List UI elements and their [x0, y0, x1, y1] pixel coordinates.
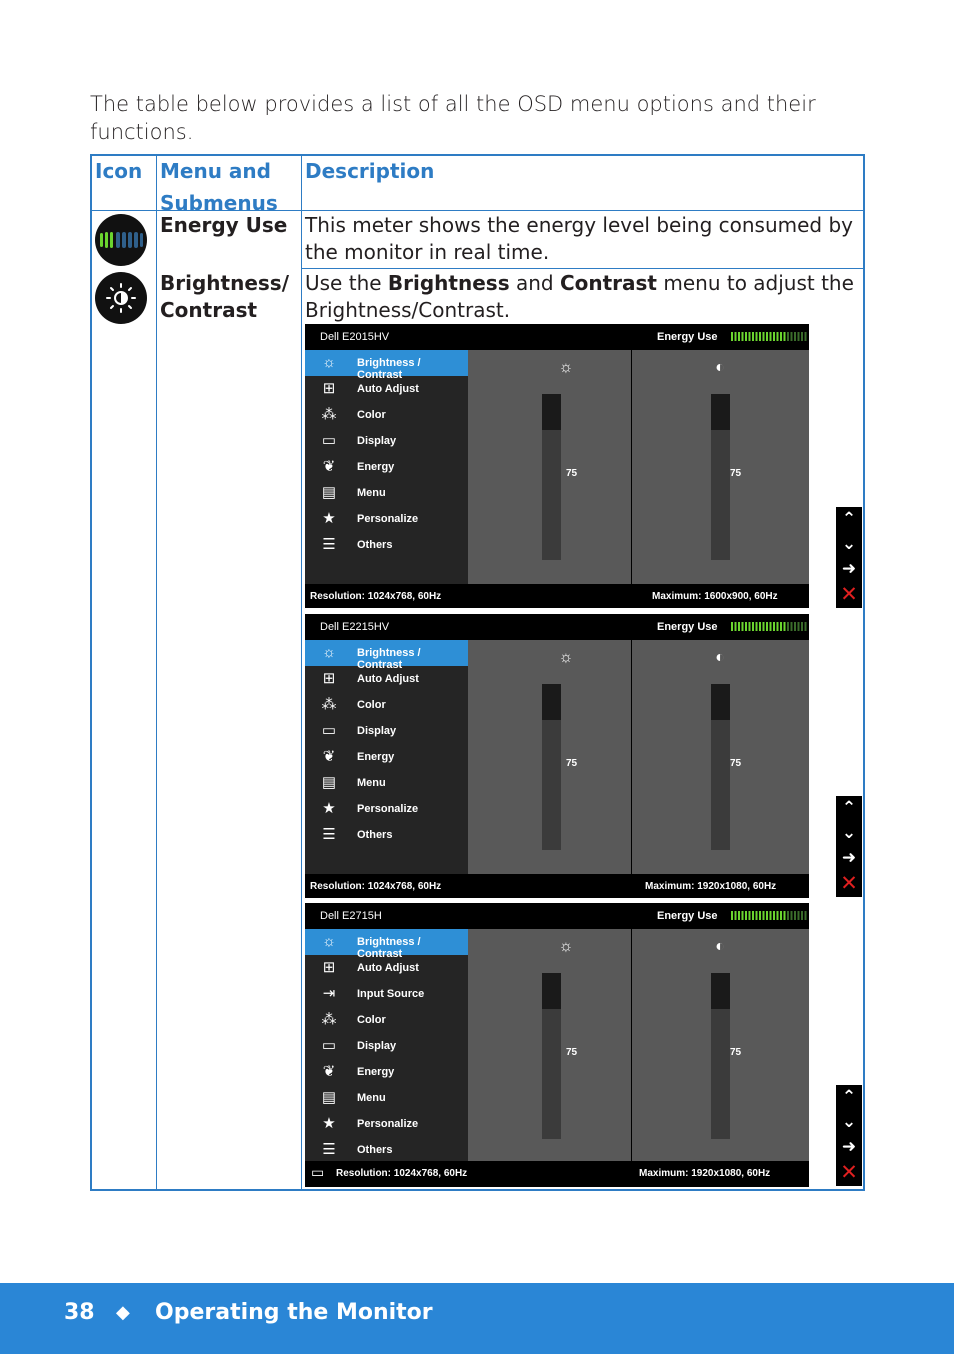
osd-status-bar [305, 584, 809, 608]
osd-energy-use-label: Energy Use [657, 621, 718, 633]
energy-meter-bar [731, 622, 807, 631]
osd-menu-item-label: Others [357, 539, 393, 551]
resolution-text: Resolution: 1024x768, 60Hz [336, 1168, 468, 1179]
energy-use-description: This meter shows the energy level being consumed by the monitor in real time. [305, 213, 854, 264]
osd-window [305, 324, 809, 608]
osd-menu-item[interactable] [305, 532, 468, 558]
osd-menu-item[interactable] [305, 402, 468, 428]
personalize-icon: ★ [322, 800, 336, 817]
brightness-value: 75 [566, 1047, 578, 1058]
close-icon[interactable]: ✕ [840, 582, 858, 606]
contrast-slider[interactable] [711, 394, 730, 560]
resolution-text: Resolution: 1024x768, 60Hz [310, 591, 442, 602]
contrast-panel [632, 350, 809, 608]
right-arrow-icon[interactable]: ➜ [841, 1137, 857, 1157]
osd-menu-item[interactable] [305, 929, 468, 960]
osd-menu-item-label: Display [357, 1040, 397, 1052]
brightness-icon: ☼ [322, 354, 336, 371]
osd-menu-item[interactable] [305, 1111, 468, 1137]
brightness-panel [468, 640, 631, 874]
brightness-icon: ☼ [558, 938, 574, 955]
display-icon: ▭ [321, 1037, 337, 1054]
osd-menu-item-label: Personalize [357, 513, 419, 525]
down-arrow-icon[interactable]: ⌄ [841, 534, 857, 554]
osd-menu-item[interactable] [305, 428, 468, 454]
osd-menu-item[interactable] [305, 666, 468, 692]
osd-menu-item-label: Display [357, 435, 397, 447]
contrast-icon: ◐ [715, 649, 725, 666]
osd-menu-item-label: Menu [357, 487, 386, 499]
osd-menu-item-label: Menu [357, 777, 386, 789]
color-icon: ⁂ [321, 1011, 337, 1028]
desc-text: menu to adjust the Brightness/Contrast. [305, 271, 854, 322]
diamond-icon: ◆ [116, 1302, 130, 1323]
osd-menu-list [305, 929, 468, 1163]
energy-use-title: Energy Use [160, 213, 288, 237]
maximum-resolution-text: Maximum: 1920x1080, 60Hz [639, 1168, 771, 1179]
osd-menu-item[interactable] [305, 1137, 468, 1163]
energy-meter-icon [95, 214, 147, 266]
brightness-icon: ☼ [558, 359, 574, 376]
desc-text: Use the [305, 271, 388, 295]
brightness-icon: ☼ [322, 933, 336, 950]
osd-menu-item-label: Personalize [357, 1118, 419, 1130]
osd-menu-item[interactable] [305, 1059, 468, 1085]
brightness-slider[interactable] [542, 394, 561, 560]
up-arrow-icon[interactable]: ⌃ [841, 798, 857, 818]
osd-menu-item[interactable] [305, 1085, 468, 1111]
osd-menu-item-label: Energy [357, 1066, 395, 1078]
down-arrow-icon[interactable]: ⌄ [841, 1112, 857, 1132]
contrast-value: 75 [730, 1047, 742, 1058]
contrast-slider-track [711, 973, 730, 1009]
contrast-icon: ◐ [715, 359, 725, 376]
contrast-panel [632, 640, 809, 874]
close-icon[interactable]: ✕ [840, 871, 858, 895]
osd-menu-item-label: Auto Adjust [357, 383, 419, 395]
right-arrow-icon[interactable]: ➜ [841, 559, 857, 579]
osd-menu-item-label: Brightness / Contrast [357, 357, 421, 381]
page-footer [0, 1283, 954, 1354]
osd-menu-item[interactable] [305, 506, 468, 532]
contrast-slider[interactable] [711, 973, 730, 1139]
osd-menu-item-label: Display [357, 725, 397, 737]
col-divider [301, 156, 302, 1189]
close-icon[interactable]: ✕ [840, 1160, 858, 1184]
osd-nav-buttons [836, 1085, 862, 1186]
desc-bold-contrast: Contrast [559, 271, 657, 295]
auto-adjust-icon: ⊞ [322, 380, 336, 397]
osd-menu-item-label: Color [357, 1014, 386, 1026]
osd-menu-item-label: Brightness / Contrast [357, 936, 421, 960]
color-icon: ⁂ [321, 406, 337, 423]
brightness-slider[interactable] [542, 973, 561, 1139]
osd-menu-item-label: Menu [357, 1092, 386, 1104]
osd-menu-item[interactable] [305, 376, 468, 402]
osd-model-name: Dell E2015HV [320, 331, 390, 343]
menu-icon: ▤ [321, 1089, 337, 1106]
osd-menu-item[interactable] [305, 480, 468, 506]
contrast-panel [632, 929, 809, 1163]
display-icon: ▭ [321, 432, 337, 449]
brightness-contrast-icon [95, 272, 147, 324]
osd-energy-use-label: Energy Use [657, 910, 718, 922]
brightness-value: 75 [566, 758, 578, 769]
input-source-icon: ⇥ [322, 985, 336, 1002]
osd-menu-item-label: Energy [357, 461, 395, 473]
brightness-icon: ☼ [322, 644, 336, 661]
color-icon: ⁂ [321, 696, 337, 713]
osd-title-bar [305, 903, 809, 929]
brightness-value: 75 [566, 468, 578, 479]
others-icon: ☰ [322, 1141, 336, 1158]
osd-nav-buttons [836, 796, 862, 897]
col-divider [156, 156, 157, 1189]
osd-menu-item[interactable] [305, 955, 468, 981]
osd-menu-item[interactable] [305, 718, 468, 744]
energy-meter-bar [731, 332, 807, 341]
osd-menu-item[interactable] [305, 350, 468, 381]
osd-menu-item-label: Energy [357, 751, 395, 763]
auto-adjust-icon: ⊞ [322, 670, 336, 687]
osd-menu-item[interactable] [305, 981, 468, 1007]
osd-menu-item[interactable] [305, 692, 468, 718]
brightness-contrast-description [305, 270, 860, 324]
osd-menu-item-label: Input Source [357, 988, 425, 1000]
brightness-slider-track [542, 394, 561, 430]
brightness-contrast-title: Brightness/ Contrast [160, 271, 289, 322]
osd-nav-buttons [836, 507, 862, 608]
contrast-slider-track [711, 684, 730, 720]
osd-menu-item[interactable] [305, 770, 468, 796]
osd-menu-item-label: Others [357, 1144, 393, 1156]
up-arrow-icon[interactable]: ⌃ [841, 1087, 857, 1107]
desc-text: and [509, 271, 560, 295]
others-icon: ☰ [322, 536, 336, 553]
maximum-resolution-text: Maximum: 1600x900, 60Hz [652, 591, 778, 602]
header-description: Description [305, 159, 435, 183]
brightness-slider-track [542, 973, 561, 1009]
down-arrow-icon[interactable]: ⌄ [841, 823, 857, 843]
row-divider [301, 268, 863, 269]
intro-text: The table below provides a list of all the OSD menu options and their functions. [90, 92, 816, 144]
brightness-panel [468, 350, 631, 608]
osd-model-name: Dell E2215HV [320, 621, 390, 633]
right-arrow-icon[interactable]: ➜ [841, 848, 857, 868]
osd-menu-item-label: Brightness / Contrast [357, 647, 421, 671]
osd-title-bar [305, 614, 809, 640]
contrast-slider-track [711, 394, 730, 430]
osd-menu-item-label: Auto Adjust [357, 673, 419, 685]
up-arrow-icon[interactable]: ⌃ [841, 509, 857, 529]
desc-bold-brightness: Brightness [387, 271, 510, 295]
osd-status-bar [305, 1161, 809, 1185]
page-number: 38 [64, 1300, 95, 1325]
personalize-icon: ★ [322, 510, 336, 527]
maximum-resolution-text: Maximum: 1920x1080, 60Hz [645, 881, 777, 892]
osd-menu-item[interactable] [305, 796, 468, 822]
vga-icon: ▭ [311, 1164, 325, 1180]
osd-window [305, 903, 809, 1187]
osd-menu-item[interactable] [305, 744, 468, 770]
osd-menu-item[interactable] [305, 454, 468, 480]
energy-icon: ❦ [322, 458, 336, 475]
contrast-slider[interactable] [711, 684, 730, 850]
osd-menu-item-label: Personalize [357, 803, 419, 815]
contrast-icon: ◐ [715, 938, 725, 955]
osd-energy-use-label: Energy Use [657, 331, 718, 343]
auto-adjust-icon: ⊞ [322, 959, 336, 976]
osd-status-bar [305, 874, 809, 898]
header-menu: Menu and Submenus [160, 159, 278, 215]
osd-menu-item-label: Others [357, 829, 393, 841]
header-icon: Icon [95, 159, 143, 183]
brightness-panel [468, 929, 631, 1163]
energy-icon: ❦ [322, 1063, 336, 1080]
brightness-icon: ☼ [558, 649, 574, 666]
osd-menu-item[interactable] [305, 1033, 468, 1059]
osd-menu-item[interactable] [305, 1007, 468, 1033]
osd-menu-item[interactable] [305, 640, 468, 671]
others-icon: ☰ [322, 826, 336, 843]
personalize-icon: ★ [322, 1115, 336, 1132]
section-title: Operating the Monitor [155, 1300, 433, 1325]
osd-menu-item-label: Color [357, 409, 386, 421]
osd-menu-list [305, 640, 468, 898]
display-icon: ▭ [321, 722, 337, 739]
energy-icon: ❦ [322, 748, 336, 765]
menu-icon: ▤ [321, 774, 337, 791]
contrast-value: 75 [730, 468, 742, 479]
osd-title-bar [305, 324, 809, 350]
osd-window [305, 614, 809, 898]
osd-menu-item-label: Color [357, 699, 386, 711]
brightness-slider-track [542, 684, 561, 720]
menu-icon: ▤ [321, 484, 337, 501]
osd-menu-item[interactable] [305, 822, 468, 848]
energy-meter-bar [731, 911, 807, 920]
contrast-value: 75 [730, 758, 742, 769]
osd-menu-item-label: Auto Adjust [357, 962, 419, 974]
osd-menu-list [305, 350, 468, 608]
resolution-text: Resolution: 1024x768, 60Hz [310, 881, 442, 892]
osd-model-name: Dell E2715H [320, 910, 382, 922]
brightness-slider[interactable] [542, 684, 561, 850]
